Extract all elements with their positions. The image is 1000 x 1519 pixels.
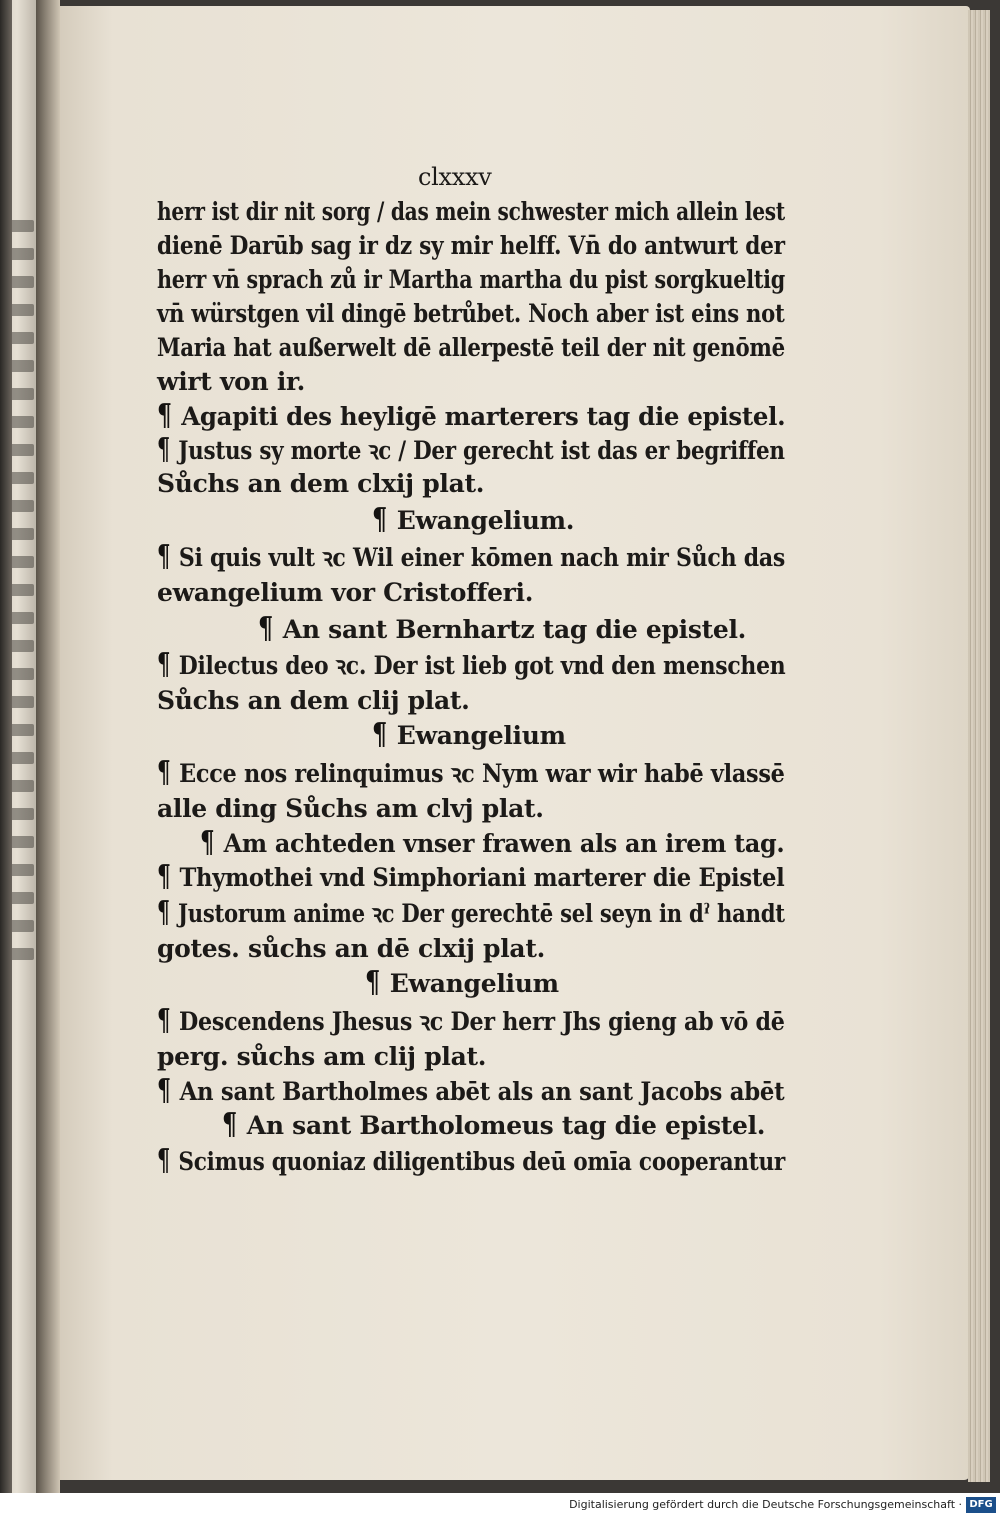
section-heading: ¶ Ewangelium (372, 717, 566, 752)
text-line: Sůchs an dem clxij plat. (157, 469, 485, 498)
section-heading: ¶ Ewangelium (365, 965, 559, 1000)
paragraph-mark-icon: ¶ (372, 502, 388, 537)
paragraph-mark-icon: ¶ (157, 1073, 171, 1108)
text-line: ¶ An sant Bartholmes abēt als an sant Jacobs abēt (157, 1073, 785, 1108)
text-line: ¶ Justorum anime ꝛc Der gerechtē sel seyn in dˀ handt (157, 895, 785, 930)
paragraph-mark-icon: ¶ (258, 611, 274, 646)
book-gutter (36, 0, 60, 1493)
text-line: ¶ Ecce nos relinquimus ꝛc Nym war wir habē vlassē (157, 755, 785, 790)
page-stack-edge (968, 10, 990, 1482)
paragraph-mark-icon: ¶ (157, 859, 171, 894)
paragraph-mark-icon: ¶ (157, 398, 172, 433)
paragraph-mark-icon: ¶ (157, 755, 171, 790)
text-line: ¶ Dilectus deo ꝛc. Der ist lieb got vnd den menschen (157, 647, 786, 682)
folio-number: clxxxv (418, 163, 492, 191)
paragraph-mark-icon: ¶ (157, 1143, 170, 1178)
text-line: Maria hat außerwelt dē allerpestē teil der nit genōmē (157, 333, 785, 362)
dfg-logo-icon: DFG (966, 1497, 996, 1513)
text-line: ¶ Si quis vult ꝛc Wil einer kōmen nach mir Sůch das (157, 539, 786, 574)
paragraph-mark-icon: ¶ (157, 1003, 171, 1038)
paragraph-mark-icon: ¶ (200, 825, 215, 860)
text-line: ¶ Scimus quoniaz diligentibus deū omīa cooperantur (157, 1143, 786, 1178)
funding-notice: Digitalisierung gefördert durch die Deutsche Forschungsgemeinschaft · (569, 1498, 962, 1511)
text-line: herr ist dir nit sorg / das mein schwester mich allein lest (157, 197, 785, 226)
book-cover-edge (0, 0, 12, 1493)
section-heading: ¶ Am achteden vnser frawen als an irem tag. (200, 825, 785, 860)
paragraph-mark-icon: ¶ (222, 1107, 238, 1142)
text-line: alle ding Sůchs am clvj plat. (157, 794, 544, 823)
paragraph-mark-icon: ¶ (157, 895, 170, 930)
paragraph-mark-icon: ¶ (157, 539, 171, 574)
paragraph-mark-icon: ¶ (365, 965, 381, 1000)
text-line: Sůchs an dem clij plat. (157, 686, 470, 715)
paragraph-mark-icon: ¶ (372, 717, 388, 752)
section-heading: ¶ An sant Bartholomeus tag die epistel. (222, 1107, 766, 1142)
paragraph-mark-icon: ¶ (157, 432, 170, 467)
text-line: ¶ Thymothei vnd Simphoriani marterer die Epistel (157, 859, 785, 894)
digitization-footer (0, 1493, 1000, 1519)
text-line: herr vn̄ sprach zů ir Martha martha du pist sorgkueltig (157, 265, 785, 294)
text-line: ¶ Justus sy morte ꝛc / Der gerecht ist das er begriffen (157, 432, 785, 467)
paragraph-mark-icon: ¶ (157, 647, 171, 682)
text-line: ¶ Agapiti des heyligē marterers tag die epistel. (157, 398, 786, 433)
text-line: ewangelium vor Cristofferi. (157, 578, 534, 607)
text-line: perg. sůchs am clij plat. (157, 1042, 487, 1071)
section-heading: ¶ Ewangelium. (372, 502, 575, 537)
text-line: ¶ Descendens Jhesus ꝛc Der herr Jhs gieng ab vō dē (157, 1003, 785, 1038)
text-line: gotes. sůchs an dē clxij plat. (157, 934, 545, 963)
text-line: vn̄ würstgen vil dingē betrůbet. Noch aber ist eins not (157, 299, 785, 328)
section-heading: ¶ An sant Bernhartz tag die epistel. (258, 611, 747, 646)
text-line: dienē Darūb sag ir dz sy mir helff. Vn̄ do antwurt der (157, 231, 785, 260)
text-line: wirt von ir. (157, 367, 305, 396)
